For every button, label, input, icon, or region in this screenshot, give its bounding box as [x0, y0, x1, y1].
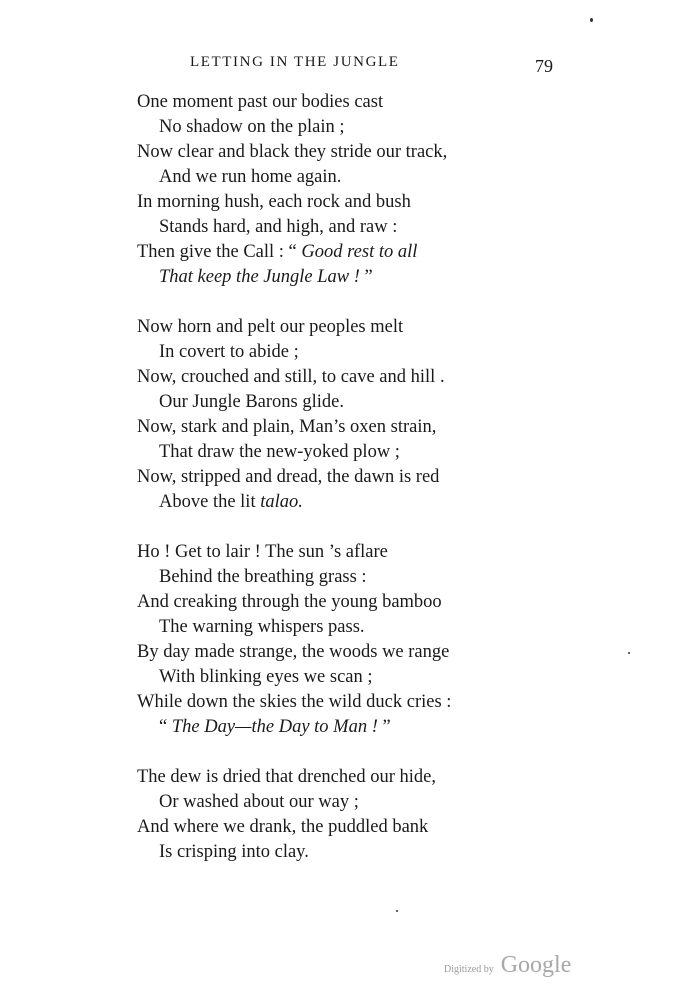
line-text: Or washed about our way ;: [159, 792, 359, 812]
line-text: That draw the new-yoked plow ;: [159, 442, 400, 462]
line-text: And we run home again.: [159, 167, 342, 187]
line-text: In covert to abide ;: [159, 342, 299, 362]
poem-line: [137, 790, 557, 815]
line-text: And where we drank, the puddled bank: [137, 817, 429, 837]
poem-line: [137, 840, 557, 865]
poem-line: [137, 340, 557, 365]
watermark-caption: Digitized by: [444, 964, 494, 975]
poem-line: [137, 490, 557, 515]
poem-line: [137, 165, 557, 190]
poem-line: [137, 615, 557, 640]
poem-line: [137, 440, 557, 465]
line-trailing-text: ”: [359, 267, 373, 287]
poem-line: [137, 565, 557, 590]
poem-line: [137, 765, 557, 790]
scan-speck: [628, 652, 630, 654]
line-text: Now horn and pelt our peoples melt: [137, 317, 404, 337]
poem-line: [137, 365, 557, 390]
line-text: The dew is dried that drenched our hide,: [137, 767, 436, 787]
line-italic-text: That keep the Jungle Law !: [159, 267, 360, 287]
digitized-watermark: [444, 952, 571, 979]
poem-line: [137, 115, 557, 140]
poem-line: [137, 240, 557, 265]
line-text: While down the skies the wild duck cries :: [137, 692, 452, 712]
poem-line: [137, 390, 557, 415]
poem-line: [137, 590, 557, 615]
line-text: Now, stripped and dread, the dawn is red: [137, 467, 440, 487]
poem-line: [137, 415, 557, 440]
stanza: [137, 90, 557, 290]
poem-line: [137, 265, 557, 290]
line-text: Then give the Call : “: [137, 242, 302, 262]
line-text: Our Jungle Barons glide.: [159, 392, 344, 412]
poem-line: [137, 465, 557, 490]
poem-line: [137, 540, 557, 565]
poem-line: [137, 190, 557, 215]
poem-line: [137, 715, 557, 740]
poem-line: [137, 690, 557, 715]
line-text: Now, stark and plain, Man’s oxen strain,: [137, 417, 437, 437]
line-italic-text: talao.: [260, 492, 303, 512]
poem-line: [137, 140, 557, 165]
page-number: 79: [535, 56, 553, 76]
poem-line: [137, 215, 557, 240]
line-text: The warning whispers pass.: [159, 617, 365, 637]
line-text: Behind the breathing grass :: [159, 567, 367, 587]
line-text: Above the lit: [159, 492, 261, 512]
scan-speck: [396, 910, 398, 912]
line-text: With blinking eyes we scan ;: [159, 667, 373, 687]
poem-line: [137, 90, 557, 115]
line-text: Now, crouched and still, to cave and hill .: [137, 367, 445, 387]
line-italic-text: Good rest to all: [301, 242, 418, 262]
scan-speck: [590, 18, 593, 22]
line-text: And creaking through the young bamboo: [137, 592, 442, 612]
poem: [137, 90, 557, 890]
stanza: [137, 540, 557, 740]
line-text: “: [159, 717, 172, 737]
line-text: In morning hush, each rock and bush: [137, 192, 411, 212]
line-text: Ho ! Get to lair ! The sun ’s aflare: [137, 542, 388, 562]
line-text: No shadow on the plain ;: [159, 117, 345, 137]
line-text: Now clear and black they stride our track,: [137, 142, 448, 162]
line-trailing-text: ”: [377, 717, 391, 737]
google-logo: Google: [500, 952, 572, 978]
poem-line: [137, 665, 557, 690]
line-text: Is crisping into clay.: [159, 842, 309, 862]
line-text: By day made strange, the woods we range: [137, 642, 450, 662]
stanza: [137, 765, 557, 865]
line-text: Stands hard, and high, and raw :: [159, 217, 398, 237]
stanza: [137, 315, 557, 515]
line-text: One moment past our bodies cast: [137, 92, 384, 112]
line-italic-text: The Day—the Day to Man !: [171, 717, 378, 737]
poem-line: [137, 315, 557, 340]
poem-line: [137, 640, 557, 665]
poem-line: [137, 815, 557, 840]
running-title: LETTING IN THE JUNGLE: [190, 54, 400, 70]
page-header: [0, 50, 675, 80]
